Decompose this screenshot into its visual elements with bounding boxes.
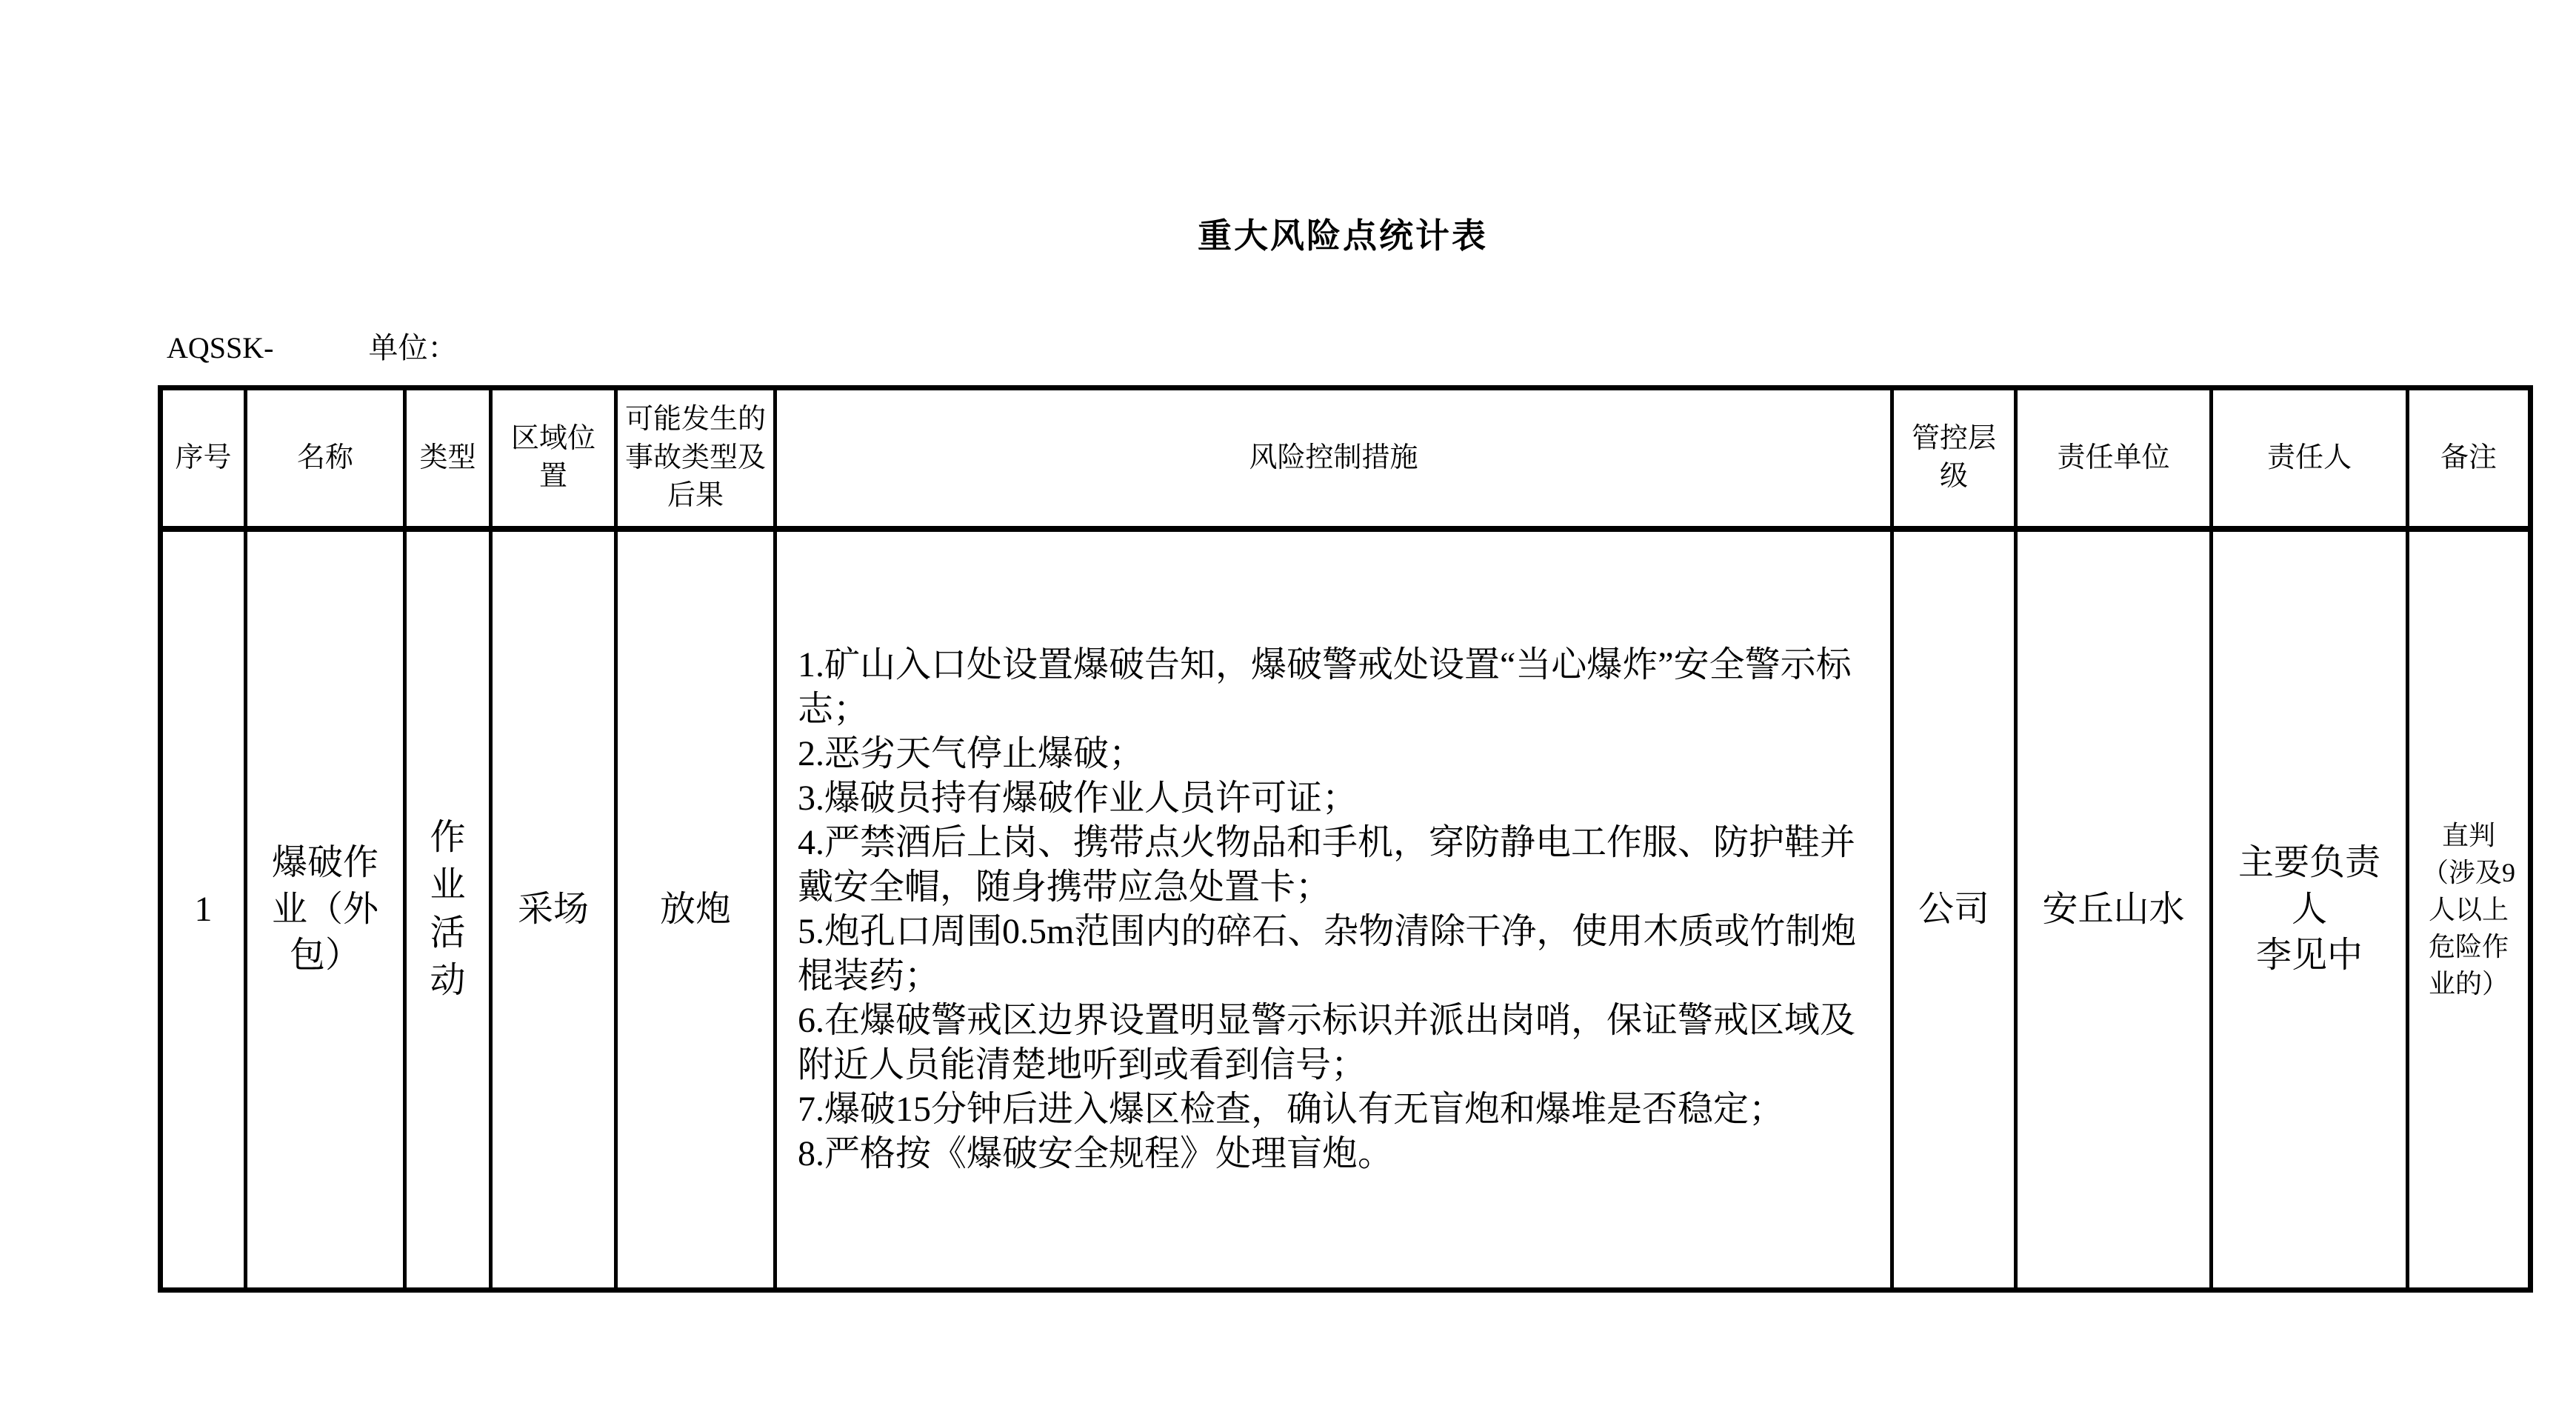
cell-remarks-text: 直判（涉及9人以上危险作业的） bbox=[2421, 820, 2515, 999]
col-header-responsible-person-label: 责任人 bbox=[2266, 441, 2352, 473]
col-header-remarks bbox=[2408, 388, 2531, 529]
cell-name-text: 爆破作业（外包） bbox=[271, 843, 378, 975]
col-header-location-label: 区域位置 bbox=[510, 422, 595, 493]
col-header-responsible-unit-label: 责任单位 bbox=[2057, 441, 2170, 473]
col-header-accident-label: 可能发生的事故类型及后果 bbox=[624, 404, 766, 511]
header-row bbox=[161, 388, 2531, 529]
col-header-location bbox=[491, 388, 616, 529]
col-header-measures-label: 风险控制措施 bbox=[1249, 441, 1418, 473]
form-code: AQSSK- bbox=[167, 331, 274, 364]
col-header-control-level-label: 管控层级 bbox=[1911, 422, 1996, 493]
col-header-name-label: 名称 bbox=[296, 441, 353, 473]
cell-seq: 1 bbox=[161, 529, 246, 1290]
table-row bbox=[161, 529, 2531, 1290]
cell-name bbox=[246, 529, 405, 1290]
col-header-seq bbox=[161, 388, 246, 529]
form-code-line bbox=[167, 324, 457, 367]
col-header-responsible-person bbox=[2212, 388, 2408, 529]
col-header-name bbox=[246, 388, 405, 529]
col-header-seq-label: 序号 bbox=[175, 441, 232, 473]
cell-type bbox=[405, 529, 491, 1290]
col-header-responsible-unit bbox=[2016, 388, 2212, 529]
col-header-accident bbox=[616, 388, 775, 529]
cell-remarks bbox=[2408, 529, 2531, 1290]
cell-measures bbox=[775, 529, 1892, 1290]
cell-control-level: 公司 bbox=[1892, 529, 2016, 1290]
cell-location: 采场 bbox=[491, 529, 616, 1290]
cell-responsible-person bbox=[2212, 529, 2408, 1290]
col-header-measures bbox=[775, 388, 1892, 529]
page-title: 重大风险点统计表 bbox=[1198, 217, 1488, 255]
unit-label: 单位： bbox=[368, 331, 458, 364]
col-header-type-label: 类型 bbox=[419, 441, 476, 473]
risk-table bbox=[158, 385, 2533, 1293]
cell-measures-text: 1.矿山入口处设置爆破告知，爆破警戒处设置“当心爆炸”安全警示标志； 2.恶劣天气停止爆破； 3.爆破员持有爆破作业人员许可证； 4.严禁酒后上岗、携带点火物品和手机，穿防静电工作服、防护鞋并戴安全帽，随身携带应急处置卡； 5.炮孔口周围0.5m范围内的碎石、杂物清除干净，使用木质或竹制炮棍装药； 6.在爆破警戒区边界设置明显警示标识并派出岗哨，保证警戒区域及附近人员能清楚地听到或看到信号； 7.爆破15分钟后进入爆区检查，确认有无盲炮和爆堆是否稳定； 8.严格按《爆破安全规程》处理盲炮。 bbox=[798, 644, 1857, 1173]
col-header-remarks-label: 备注 bbox=[2440, 441, 2497, 473]
cell-responsible-person-text: 主要负责人 李见中 bbox=[2238, 843, 2380, 975]
col-header-type bbox=[405, 388, 491, 529]
cell-type-text: 作业活动 bbox=[430, 818, 466, 1001]
cell-accident: 放炮 bbox=[616, 529, 775, 1290]
cell-responsible-unit: 安丘山水 bbox=[2016, 529, 2212, 1290]
col-header-control-level bbox=[1892, 388, 2016, 529]
